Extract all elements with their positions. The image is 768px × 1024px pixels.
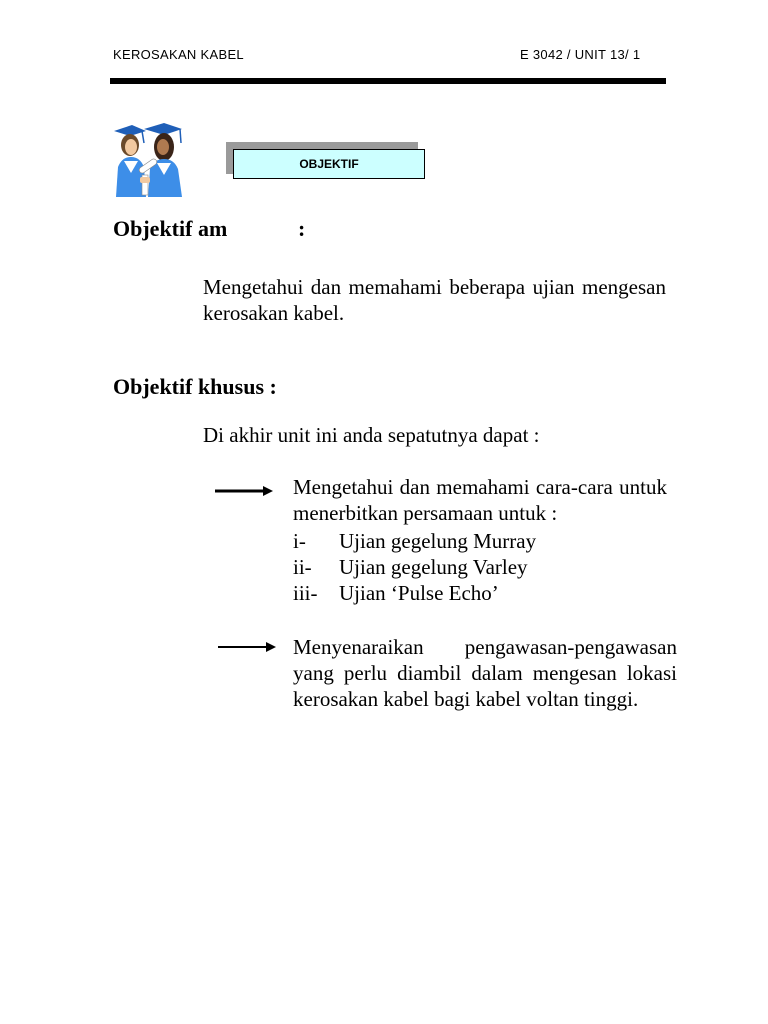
section-badge: OBJEKTIF xyxy=(233,149,425,179)
point2-text: Menyenaraikan pengawasan-pengawasan yang perlu diambil dalam mengesan lokasi kerosakan kabel bagi kabel voltan tinggi. xyxy=(293,635,677,711)
right-arrow-icon xyxy=(215,485,273,497)
graduates-clipart-icon xyxy=(110,117,186,197)
point1-text: Mengetahui dan memahami cara-cara untuk menerbitkan persamaan untuk : xyxy=(293,475,667,525)
list-item-number: iii- xyxy=(293,581,318,605)
objektif-khusus-intro: Di akhir unit ini anda sepatutnya dapat : xyxy=(203,423,540,447)
objektif-am-colon: : xyxy=(298,216,306,241)
right-arrow-icon xyxy=(218,641,276,653)
objektif-khusus-heading: Objektif khusus : xyxy=(113,374,277,399)
list-item xyxy=(293,554,528,580)
objektif-am-heading: Objektif am xyxy=(113,216,228,241)
header-title: KEROSAKAN KABEL xyxy=(113,47,244,62)
list-item-label: Ujian gegelung Varley xyxy=(339,555,528,579)
header-rule xyxy=(110,78,666,84)
header-unit-code: E 3042 / UNIT 13/ 1 xyxy=(520,47,641,62)
list-item-label: Ujian gegelung Murray xyxy=(339,529,537,553)
list-item-label: Ujian ‘Pulse Echo’ xyxy=(339,581,499,605)
objektif-am-text: Mengetahui dan memahami beberapa ujian mengesan kerosakan kabel. xyxy=(203,275,666,325)
list-item xyxy=(293,528,536,554)
list-item-number: i- xyxy=(293,529,306,553)
list-item-number: ii- xyxy=(293,555,312,579)
list-item xyxy=(293,580,499,606)
